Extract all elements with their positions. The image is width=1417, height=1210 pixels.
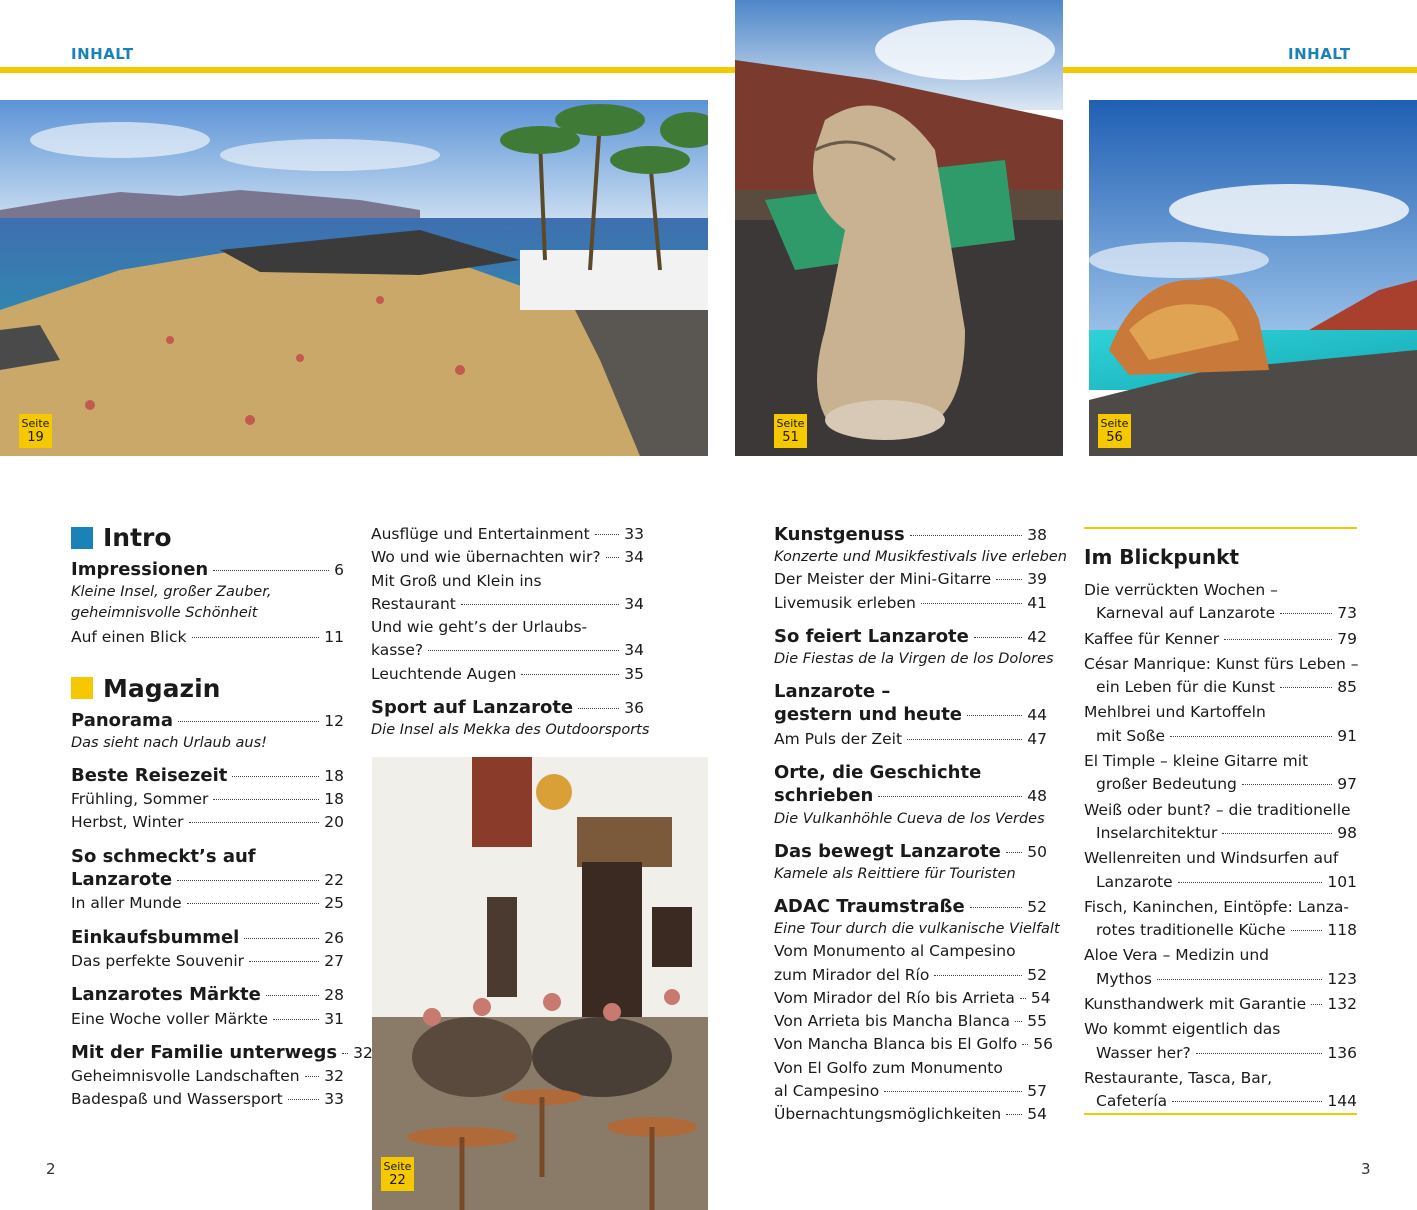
entry-page: 6 [334, 561, 344, 579]
leader-dots [884, 1091, 1022, 1092]
entry-label-line1: Von El Golfo zum Monumento [774, 1058, 1003, 1077]
leader-dots [213, 799, 319, 800]
blickpunkt-item[interactable] [1084, 847, 1357, 894]
toc-entry-route-2[interactable] [774, 987, 1051, 1010]
leader-dots [974, 637, 1022, 638]
entry-title: Sport auf Lanzarote [371, 697, 574, 719]
leader-dots [921, 603, 1022, 604]
entry-title: Impressionen [71, 559, 209, 580]
entry-label: Der Meister der Mini-Gitarre [774, 570, 992, 589]
leader-dots [288, 1099, 320, 1100]
section-intro [71, 523, 344, 552]
entry-page: 34 [624, 548, 644, 567]
entry-label-line1: Mit Groß und Klein ins [371, 571, 542, 590]
entry-page: 123 [1327, 969, 1357, 988]
leader-dots [521, 674, 619, 675]
leader-dots [1280, 687, 1332, 688]
entry-page: 55 [1027, 1012, 1047, 1031]
entry-page: 54 [1030, 988, 1051, 1007]
leader-dots [244, 938, 319, 939]
leader-dots [273, 1019, 319, 1020]
entry-label: Vom Mirador del Río bis Arrieta [774, 988, 1015, 1007]
toc-entry-fruehling[interactable] [71, 788, 344, 811]
leader-dots [1170, 736, 1332, 737]
entry-page: 47 [1027, 729, 1047, 748]
entry-subtitle: Kamele als Reittiere für Touristen [774, 865, 1016, 882]
leader-dots [910, 535, 1023, 536]
leader-dots [907, 739, 1022, 740]
entry-page: 18 [324, 766, 344, 785]
leader-dots [1222, 833, 1332, 834]
entry-page: 34 [624, 594, 644, 613]
entry-label: In aller Munde [71, 894, 182, 913]
lagoon-rock-photo [1089, 100, 1417, 456]
entry-label: al Campesino [774, 1082, 880, 1101]
entry-page: 25 [324, 894, 344, 913]
leader-dots [595, 534, 620, 535]
entry-page: 41 [1027, 593, 1047, 612]
entry-page: 38 [1027, 526, 1047, 544]
badge-label: Seite [1100, 417, 1129, 430]
entry-title: Panorama [71, 709, 173, 731]
toc-entry-badespass[interactable] [71, 1088, 344, 1111]
toc-entry-restaurant[interactable] [371, 593, 644, 616]
toc-entry-feiert[interactable] [774, 625, 1047, 649]
entry-page: 85 [1337, 678, 1357, 697]
toc-entry-meister[interactable] [774, 568, 1047, 591]
entry-page: 32 [353, 1043, 373, 1062]
cafe-photo [372, 757, 708, 1210]
entry-label: Frühling, Sommer [71, 790, 209, 809]
leader-dots [996, 579, 1022, 580]
entry-subtitle: Das sieht nach Urlaub aus! [71, 734, 267, 751]
toc-entry-route-3[interactable] [774, 1010, 1047, 1033]
badge-page: 19 [27, 430, 44, 445]
entry-subtitle: Kleine Insel, großer Zauber, [71, 584, 272, 601]
toc-entry-munde[interactable] [71, 892, 344, 915]
entry-label: Das perfekte Souvenir [71, 951, 245, 970]
blickpunkt-item-line1: Die verrückten Wochen – [1084, 581, 1278, 599]
entry-label: Von Arrieta bis Mancha Blanca [774, 1012, 1010, 1031]
blickpunkt-item[interactable] [1084, 1018, 1357, 1065]
entry-label: Herbst, Winter [71, 813, 184, 832]
leader-dots [189, 822, 320, 823]
entry-label: ein Leben für die Kunst [1096, 678, 1275, 697]
badge-label: Seite [776, 417, 805, 430]
blickpunkt-entry [1084, 1090, 1357, 1113]
entry-page: 20 [324, 813, 344, 832]
entry-page: 91 [1337, 726, 1357, 745]
entry-page: 48 [1027, 787, 1047, 806]
entry-label: Geheimnisvolle Landschaften [71, 1067, 300, 1086]
entry-subtitle: Die Insel als Mekka des Outdoorsports [371, 722, 650, 739]
toc-column-3 [774, 523, 1067, 1127]
entry-label: Kunsthandwerk mit Garantie [1084, 995, 1307, 1014]
entry-label: Eine Woche voller Märkte [71, 1009, 269, 1028]
entry-page: 132 [1327, 995, 1357, 1014]
entry-page: 11 [324, 628, 344, 647]
entry-title: schrieben [774, 785, 874, 807]
toc-entry-panorama[interactable] [71, 709, 344, 733]
toc-entry-einkaufsbummel[interactable] [71, 926, 344, 950]
entry-page: 39 [1027, 570, 1047, 589]
entry-title-line1: So schmeckt’s auf [71, 845, 256, 867]
entry-page: 31 [324, 1009, 344, 1028]
blickpunkt-entry [1084, 968, 1357, 991]
entry-title: Lanzarotes Märkte [71, 984, 261, 1006]
blickpunkt-item[interactable] [1084, 944, 1357, 991]
entry-subtitle: Die Fiestas de la Virgen de los Dolores [774, 651, 1054, 668]
toc-entry-uebernachtung[interactable] [774, 1103, 1047, 1126]
toc-entry-traumstrasse[interactable] [774, 895, 1047, 919]
entry-page: 52 [1027, 897, 1047, 916]
leader-dots [342, 1053, 348, 1054]
entry-page: 144 [1327, 1092, 1357, 1111]
entry-label: Badespaß und Wassersport [71, 1090, 283, 1109]
entry-page: 18 [324, 790, 344, 809]
leader-dots [1020, 998, 1026, 999]
page-badge-22 [381, 1157, 414, 1191]
toc-entry-landschaften[interactable] [71, 1065, 344, 1088]
leader-dots [305, 1076, 320, 1077]
blickpunkt-entry [1084, 602, 1357, 625]
toc-entry-route-1[interactable] [774, 964, 1047, 987]
entry-label: Kaffee für Kenner [1084, 629, 1220, 648]
toc-entry-impressionen[interactable] [71, 558, 344, 582]
leader-dots [1157, 979, 1322, 980]
blickpunkt-rule-bottom [1084, 1113, 1357, 1115]
toc-column-1 [71, 523, 373, 1112]
badge-page: 22 [389, 1173, 406, 1188]
toc-entry-beste-reisezeit[interactable] [71, 764, 344, 788]
page-badge-56 [1098, 414, 1131, 448]
entry-subtitle: geheimnisvolle Schönheit [71, 605, 258, 622]
entry-label: mit Soße [1096, 726, 1166, 745]
page-number-right: 3 [1361, 1160, 1371, 1178]
blickpunkt-list [1084, 579, 1357, 1114]
leader-dots [1196, 1053, 1323, 1054]
blickpunkt-item-line1: Aloe Vera – Medizin und [1084, 946, 1270, 965]
entry-title-line1: Lanzarote – [774, 681, 891, 703]
entry-page: 34 [624, 641, 644, 660]
entry-page: 33 [324, 1090, 344, 1109]
leader-dots [178, 721, 319, 722]
toc-entry-route-5[interactable] [774, 1080, 1047, 1103]
header-inhalt-left: INHALT [71, 45, 134, 63]
entry-title: Lanzarote [71, 869, 173, 891]
entry-title: Kunstgenuss [774, 524, 905, 545]
entry-subtitle: Die Vulkanhöhle Cueva de los Verdes [774, 810, 1045, 827]
page-number-left: 2 [46, 1160, 56, 1178]
blickpunkt-item[interactable] [1084, 628, 1357, 651]
leader-dots [249, 961, 319, 962]
leader-dots [232, 776, 319, 777]
badge-label: Seite [383, 1160, 412, 1173]
blickpunkt-item[interactable] [1084, 896, 1357, 943]
toc-column-2 [371, 523, 650, 741]
entry-label: Mythos [1096, 969, 1153, 988]
toc-entry-maerkte[interactable] [71, 983, 344, 1007]
blickpunkt-box [1084, 543, 1357, 1116]
toc-entry-route-4[interactable] [774, 1033, 1053, 1056]
entry-page: 73 [1337, 604, 1357, 623]
beach-photo [0, 100, 708, 456]
entry-page: 101 [1327, 872, 1357, 891]
blickpunkt-rule-top [1084, 527, 1357, 529]
entry-title: So feiert Lanzarote [774, 625, 969, 647]
toc-entry-ausfluege[interactable] [371, 523, 644, 546]
entry-page: 26 [324, 928, 344, 947]
entry-subtitle: Eine Tour durch die vulkanische Vielfalt [774, 921, 1060, 938]
entry-page: 79 [1337, 629, 1357, 648]
section-title: Magazin [103, 673, 221, 703]
blickpunkt-item-line1: Mehlbrei und Kartoffeln [1084, 703, 1266, 722]
entry-label-line1: Vom Monumento al Campesino [774, 942, 1016, 961]
entry-label: Leuchtende Augen [371, 664, 517, 683]
blickpunkt-item-line1: Wellenreiten und Windsurfen auf [1084, 849, 1339, 868]
entry-label: zum Mirador del Río [774, 965, 930, 984]
leader-dots [1280, 613, 1332, 614]
blickpunkt-entry [1084, 725, 1357, 748]
entry-label: Ausflüge und Entertainment [371, 525, 590, 543]
toc-entry-auf-einen-blick[interactable] [71, 626, 344, 649]
blickpunkt-item-line1: El Timple – kleine Gitarre mit [1084, 752, 1309, 771]
leader-dots [1291, 930, 1323, 931]
entry-subtitle: Konzerte und Musikfestivals live erleben [774, 549, 1067, 566]
leader-dots [606, 557, 620, 558]
entry-page: 56 [1033, 1035, 1053, 1054]
entry-page: 118 [1327, 921, 1357, 940]
entry-page: 32 [324, 1067, 344, 1086]
leader-dots [213, 570, 329, 571]
entry-label: kasse? [371, 641, 424, 660]
leader-dots [1224, 639, 1332, 640]
camel-photo [735, 0, 1063, 456]
entry-title: Einkaufsbummel [71, 926, 240, 948]
entry-title: Das bewegt Lanzarote [774, 840, 1001, 862]
page-badge-51 [774, 414, 807, 448]
entry-page: 12 [324, 711, 344, 730]
blickpunkt-entry [1084, 871, 1357, 894]
leader-dots [1242, 784, 1332, 785]
entry-page: 35 [624, 664, 644, 683]
entry-page: 57 [1027, 1082, 1047, 1101]
entry-label: Karneval auf Lanzarote [1096, 604, 1276, 623]
entry-page: 97 [1337, 775, 1357, 794]
entry-page: 33 [624, 525, 644, 543]
section-magazin [71, 674, 344, 703]
toc-entry-kunstgenuss[interactable] [774, 523, 1047, 547]
entry-page: 22 [324, 871, 344, 890]
blickpunkt-item[interactable] [1084, 579, 1357, 626]
leader-dots [428, 650, 619, 651]
entry-page: 27 [324, 951, 344, 970]
entry-label: Lanzarote [1096, 872, 1173, 891]
header-rule-right [1063, 67, 1417, 73]
blickpunkt-item[interactable] [1084, 1067, 1357, 1114]
entry-label: Auf einen Blick [71, 628, 187, 647]
entry-label: Übernachtungsmöglichkeiten [774, 1105, 1002, 1124]
toc-entry-uebernachten[interactable] [371, 546, 644, 569]
blickpunkt-entry [1084, 822, 1357, 845]
toc-entry-sport[interactable] [371, 696, 644, 720]
blickpunkt-item-line1: Weiß oder bunt? – die traditionelle [1084, 800, 1351, 819]
header-rule-left [0, 67, 735, 73]
toc-entry-puls[interactable] [774, 728, 1047, 751]
entry-label: rotes traditionelle Küche [1096, 921, 1286, 940]
entry-label: Wo und wie übernachten wir? [371, 548, 601, 567]
leader-dots [578, 708, 619, 709]
entry-page: 44 [1027, 706, 1047, 725]
badge-label: Seite [21, 417, 50, 430]
blickpunkt-item-line1: Restaurante, Tasca, Bar, [1084, 1068, 1273, 1087]
blickpunkt-entry [1084, 919, 1357, 942]
leader-dots [967, 715, 1022, 716]
toc-entry-augen[interactable] [371, 663, 644, 686]
blickpunkt-entry [1084, 993, 1357, 1016]
entry-label: Restaurant [371, 594, 456, 613]
entry-label: Cafetería [1096, 1092, 1168, 1111]
entry-title: gestern und heute [774, 704, 963, 726]
toc-entry-woche[interactable] [71, 1008, 344, 1031]
leader-dots [1006, 1114, 1022, 1115]
entry-label: großer Bedeutung [1096, 775, 1237, 794]
page-badge-19 [19, 414, 52, 448]
entry-page: 36 [624, 699, 644, 718]
toc-entry-souvenir[interactable] [71, 950, 344, 973]
leader-dots [1006, 852, 1022, 853]
blickpunkt-entry [1084, 676, 1357, 699]
blickpunkt-item-line1: Fisch, Kaninchen, Eintöpfe: Lanza- [1084, 897, 1349, 916]
blickpunkt-entry [1084, 1042, 1357, 1065]
toc-entry-bewegt[interactable] [774, 840, 1047, 864]
leader-dots [1172, 1101, 1322, 1102]
entry-title: Beste Reisezeit [71, 764, 228, 786]
entry-page: 50 [1027, 842, 1047, 861]
leader-dots [1178, 882, 1323, 883]
leader-dots [878, 796, 1022, 797]
toc-entry-schmeckt[interactable] [71, 868, 344, 892]
entry-label: Inselarchitektur [1096, 823, 1218, 842]
entry-page: 54 [1027, 1105, 1047, 1124]
blickpunkt-item[interactable] [1084, 993, 1357, 1016]
blickpunkt-entry [1084, 773, 1357, 796]
entry-label: Wasser her? [1096, 1043, 1191, 1062]
leader-dots [266, 995, 319, 996]
blickpunkt-item[interactable] [1084, 750, 1357, 797]
leader-dots [187, 903, 320, 904]
blickpunkt-title: Im Blickpunkt [1084, 545, 1240, 569]
blickpunkt-entry [1084, 628, 1357, 651]
entry-title-line1: Orte, die Geschichte [774, 762, 982, 784]
leader-dots [1022, 1044, 1028, 1045]
section-title: Intro [103, 523, 172, 552]
header-inhalt-right: INHALT [1288, 45, 1351, 63]
leader-dots [970, 907, 1023, 908]
entry-page: 42 [1027, 627, 1047, 646]
toc-entry-livemusik[interactable] [774, 592, 1047, 615]
entry-label: Von Mancha Blanca bis El Golfo [774, 1035, 1018, 1054]
toc-entry-urlaubskasse[interactable] [371, 639, 644, 662]
entry-label: Livemusik erleben [774, 593, 916, 612]
leader-dots [177, 880, 319, 881]
leader-dots [1015, 1021, 1022, 1022]
leader-dots [934, 975, 1022, 976]
leader-dots [192, 637, 320, 638]
toc-entry-gestern[interactable] [774, 703, 1047, 727]
entry-title: ADAC Traumstraße [774, 895, 965, 917]
entry-title: Mit der Familie unterwegs [71, 1041, 338, 1063]
blickpunkt-item-line1: Wo kommt eigentlich das [1084, 1020, 1281, 1039]
leader-dots [461, 604, 619, 605]
leader-dots [1311, 1004, 1322, 1005]
entry-label-line1: Und wie geht’s der Urlaubs- [371, 618, 588, 637]
blickpunkt-item[interactable] [1084, 653, 1357, 700]
toc-entry-familie[interactable] [71, 1041, 373, 1065]
badge-page: 51 [782, 430, 799, 445]
blickpunkt-item-line1: César Manrique: Kunst fürs Leben – [1084, 654, 1359, 673]
toc-entry-herbst[interactable] [71, 811, 344, 834]
magazin-marker [71, 677, 93, 699]
blickpunkt-item[interactable] [1084, 701, 1357, 748]
entry-page: 52 [1027, 965, 1047, 984]
blickpunkt-item[interactable] [1084, 799, 1357, 846]
badge-page: 56 [1106, 430, 1123, 445]
intro-marker [71, 527, 93, 549]
entry-page: 28 [324, 986, 344, 1005]
entry-page: 136 [1327, 1043, 1357, 1062]
entry-page: 98 [1337, 823, 1357, 842]
toc-entry-orte[interactable] [774, 784, 1047, 808]
entry-label: Am Puls der Zeit [774, 729, 903, 748]
